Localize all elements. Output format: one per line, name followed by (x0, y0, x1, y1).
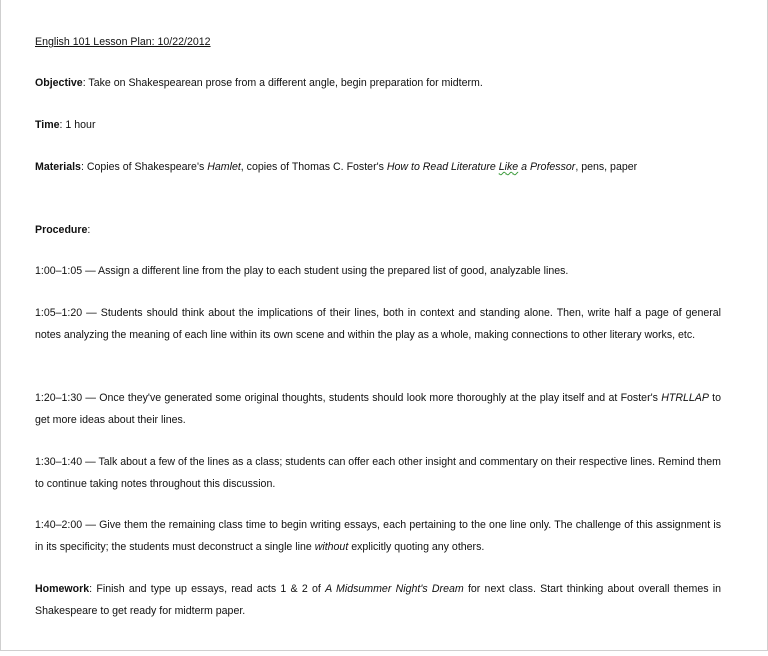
objective-paragraph (35, 72, 721, 94)
step-time: 1:05–1:20 (35, 307, 83, 319)
book-abbreviation: HTRLLAP (661, 392, 709, 404)
procedure-label: Procedure (35, 224, 88, 236)
materials-label: Materials (35, 161, 81, 173)
step-text: — Students should think about the implications of their lines, both in context and standing alone. Then, write half a page of general notes analyzing the meaning of each line within its own scene and within the play as a whole, making connections to other literary works, etc. (35, 307, 721, 341)
book-title: Hamlet (207, 161, 241, 173)
procedure-step (35, 260, 721, 282)
materials-text: : Copies of Shakespeare's (80, 161, 208, 173)
step-text: — Talk about a few of the lines as a class; students can offer each other insight and commentary on their respective lines. Remind them to continue taking notes throughout this discussion. (35, 456, 721, 490)
step-time: 1:30–1:40 (35, 456, 83, 468)
book-title: A Midsummer Night's Dream (325, 583, 464, 595)
step-text: — Once they've generated some original thoughts, students should look more thoroughly at the play itself and at Foster's (82, 392, 662, 404)
procedure-step (35, 302, 721, 346)
homework-paragraph (35, 578, 721, 622)
step-text: to get more ideas about their lines. (35, 392, 722, 426)
step-time: 1:40–2:00 (35, 519, 83, 531)
spellcheck-flagged-word: Like (498, 161, 519, 173)
procedure-colon: : (87, 224, 91, 236)
book-title: a Professor (518, 161, 576, 173)
homework-text: : Finish and type up essays, read acts 1 & 2 of (89, 583, 326, 595)
step-time: 1:00–1:05 (35, 265, 83, 277)
step-text: — Give them the remaining class time to begin writing essays, each pertaining to the one line only. The challenge of this assignment is in its specificity; the students must deconstruct a single line (35, 519, 721, 553)
time-text: : 1 hour (59, 119, 96, 131)
procedure-heading (35, 219, 721, 241)
step-time: 1:20–1:30 (35, 392, 83, 404)
emphasis: without (314, 541, 349, 553)
book-title: How to Read Literature (386, 161, 499, 173)
step-text: — Assign a different line from the play to each student using the prepared list of good, analyzable lines. (82, 265, 569, 277)
objective-label: Objective (35, 77, 83, 89)
procedure-step (35, 514, 721, 558)
lesson-plan-title: English 101 Lesson Plan: 10/22/2012 (35, 36, 211, 48)
homework-text: for next class. Start thinking about overall themes in Shakespeare to get ready for midterm paper. (35, 583, 721, 617)
procedure-step (35, 451, 721, 495)
step-text: explicitly quoting any others. (348, 541, 485, 553)
materials-paragraph (35, 156, 721, 178)
materials-text: , pens, paper (575, 161, 638, 173)
time-paragraph (35, 114, 721, 136)
time-label: Time (35, 119, 60, 131)
procedure-step (35, 387, 721, 431)
homework-label: Homework (35, 583, 90, 595)
materials-text: , copies of Thomas C. Foster's (240, 161, 387, 173)
objective-text: : Take on Shakespearean prose from a different angle, begin preparation for midterm. (82, 77, 483, 89)
